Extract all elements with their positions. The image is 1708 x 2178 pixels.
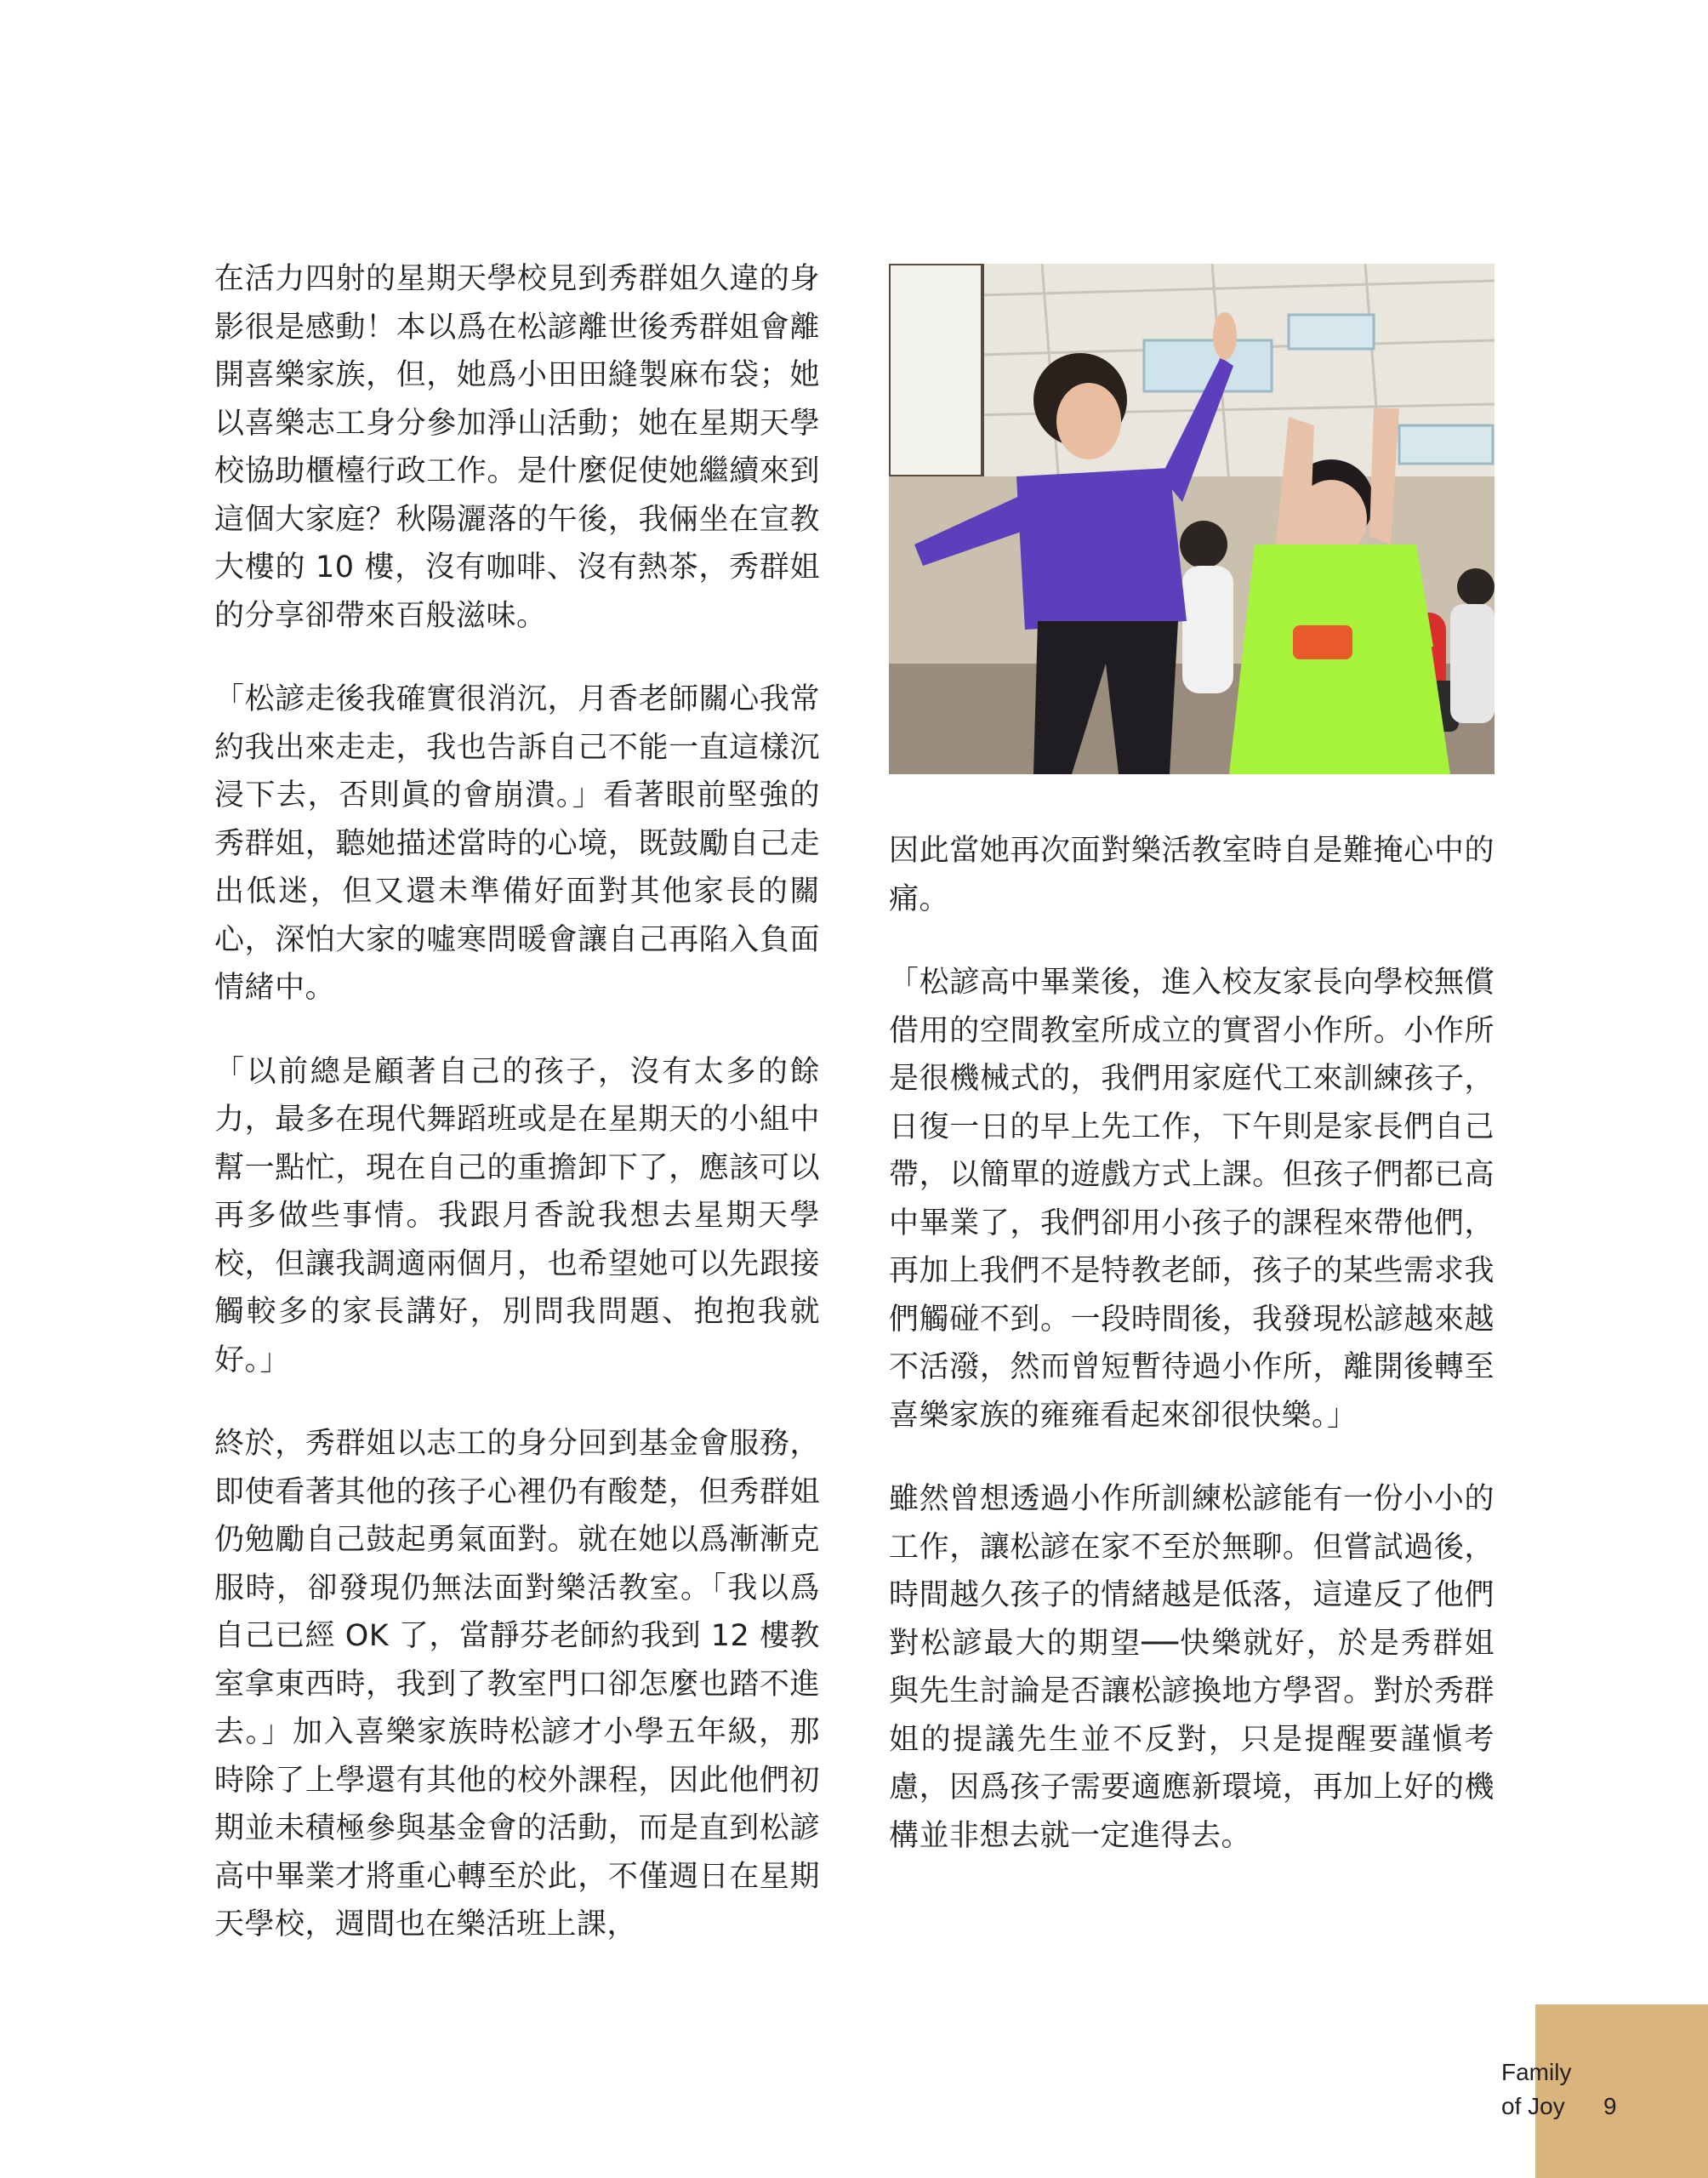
- body-paragraph: 「松諺走後我確實很消沉，月香老師關心我常約我出來走走，我也告訴自己不能一直這樣沉浸下去，否則眞的會崩潰。」看著眼前堅強的秀群姐，聽她描述當時的心境，既鼓勵自己走出低迷，但又還未準備好面對其他家長的關心，深怕大家的噓寒問暖會讓自己再陷入負面情緒中。: [214, 682, 820, 1005]
- body-paragraph: 在活力四射的星期天學校見到秀群姐久違的身影很是感動！本以爲在松諺離世後秀群姐會離開喜樂家族，但，她爲小田田縫製麻布袋；她以喜樂志工身分參加淨山活動；她在星期天學校協助櫃檯行政工作。是什麼促使她繼續來到這個大家庭？秋陽灑落的午後，我倆坐在宣教大樓的 10 樓，沒有咖啡、沒有熱茶，秀群姐的分享卻帶來百般滋味。: [214, 262, 820, 633]
- magazine-name-line-2: of Joy: [1501, 2093, 1565, 2119]
- magazine-name-line-1: Family: [1501, 2059, 1572, 2085]
- magazine-name: [1501, 2055, 1571, 2124]
- photo-illustration: [889, 264, 1494, 774]
- body-paragraph: 終於，秀群姐以志工的身分回到基金會服務，即使看著其他的孩子心裡仍有酸楚，但秀群姐仍勉勵自己鼓起勇氣面對。就在她以爲漸漸克服時，卻發現仍無法面對樂活教室。「我以爲自己已經 OK 了，當靜芬老師約我到 12 樓教室拿東西時，我到了教室門口卻怎麼也踏不進去。」加入喜樂家族時松諺才小學五年級，那時除了上學還有其他的校外課程，因此他們初期並未積極參與基金會的活動，而是直到松諺高中畢業才將重心轉至於此，不僅週日在星期天學校，週間也在樂活班上課，: [214, 1427, 820, 1941]
- body-paragraph: 因此當她再次面對樂活教室時自是難掩心中的痛。: [889, 834, 1494, 916]
- right-column: [889, 255, 1494, 1896]
- body-paragraph: 雖然曾想透過小作所訓練松諺能有一份小小的工作，讓松諺在家不至於無聊。但嘗試過後，時間越久孩子的情緒越是低落，這違反了他們對松諺最大的期望──快樂就好，於是秀群姐與先生討論是否讓松諺換地方學習。對於秀群姐的提議先生並不反對，只是提醒要謹愼考慮，因爲孩子需要適應新環境，再加上好的機構並非想去就一定進得去。: [889, 1482, 1494, 1853]
- left-column: [214, 255, 820, 1985]
- photo-volunteer-exercising: [889, 264, 1494, 774]
- page-number: 9: [1603, 2093, 1617, 2119]
- body-paragraph: 「松諺高中畢業後，進入校友家長向學校無償借用的空間教室所成立的實習小作所。小作所是很機械式的，我們用家庭代工來訓練孩子，日復一日的早上先工作，下午則是家長們自己帶，以簡單的遊戲方式上課。但孩子們都已高中畢業了，我們卻用小孩子的課程來帶他們，再加上我們不是特教老師，孩子的某些需求我們觸碰不到。一段時間後，我發現松諺越來越不活潑，然而曾短暫待過小作所，離開後轉至喜樂家族的雍雍看起來卻很快樂。」: [889, 966, 1494, 1433]
- body-paragraph: 「以前總是顧著自己的孩子，沒有太多的餘力，最多在現代舞蹈班或是在星期天的小組中幫一點忙，現在自己的重擔卸下了，應該可以再多做些事情。我跟月香說我想去星期天學校，但讓我調適兩個月，也希望她可以先跟接觸較多的家長講好，別問我問題、抱抱我就好。」: [214, 1054, 820, 1377]
